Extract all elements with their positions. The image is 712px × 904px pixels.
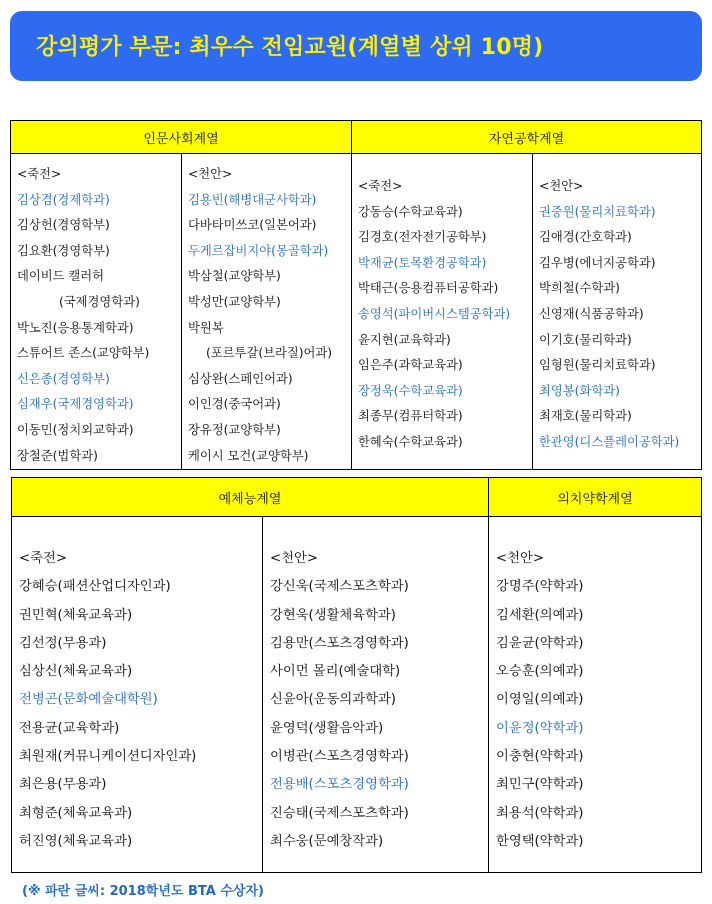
- professor-entry: 스튜어트 존스(교양학부): [17, 346, 150, 361]
- professor-entry: 박재균(토목환경공학과): [358, 255, 487, 270]
- arts-suwon-cell: [12, 517, 263, 873]
- professor-entry: 이인경(중국어과): [188, 397, 281, 412]
- professor-entry: 데이비드 캘러허: [17, 269, 105, 284]
- natural-cheonan-cell: [533, 154, 702, 470]
- header-medical: 의치약학계열: [489, 478, 702, 517]
- table-humanities-natural: [10, 120, 702, 470]
- professor-entry: 김요환(경영학부): [17, 243, 110, 258]
- professor-entry: 임은주(과학교육과): [358, 358, 463, 373]
- header-humanities: 인문사회계열: [11, 121, 352, 154]
- humanities-cheonan-list: [182, 154, 351, 469]
- professor-entry: 임형원(물리치료학과): [539, 358, 656, 373]
- professor-entry: 김경호(전자전기공학부): [358, 230, 487, 245]
- professor-entry: 김상겸(경제학과): [17, 192, 110, 207]
- professor-entry: 신윤아(운동의과학과): [270, 692, 396, 708]
- professor-entry: 케이시 모건(교양학부): [188, 448, 309, 463]
- professor-entry: 최형준(체육교육과): [19, 805, 133, 821]
- arts-suwon-list: [12, 517, 262, 856]
- professor-entry: 박태근(응용컴퓨터공학과): [358, 281, 499, 296]
- medical-cheonan-cell: [489, 517, 702, 873]
- arts-cheonan-cell: [263, 517, 489, 873]
- professor-entry: 김윤균(약학과): [496, 635, 584, 651]
- professor-entry: 오승훈(의예과): [496, 664, 584, 680]
- professor-entry: 박삼철(교양학부): [188, 269, 281, 284]
- professor-entry: 심재우(국제경영학과): [17, 397, 134, 412]
- professor-entry: 다바타미쓰코(일본어과): [188, 218, 317, 233]
- professor-entry: 강동승(수학교육과): [358, 204, 463, 219]
- professor-entry: 김선정(무용과): [19, 635, 107, 651]
- professor-entry: 강신욱(국제스포츠학과): [270, 579, 409, 595]
- title-banner: [10, 11, 702, 81]
- professor-entry: 진승태(국제스포츠학과): [270, 805, 409, 821]
- natural-cheonan-list: [533, 154, 701, 456]
- professor-entry: 이충현(약학과): [496, 749, 584, 765]
- professor-entry: 장유정(교양학부): [188, 422, 281, 437]
- professor-entry: 김애경(간호학과): [539, 230, 632, 245]
- professor-entry: 권중원(물리치료학과): [539, 204, 656, 219]
- professor-entry: 강명주(약학과): [496, 579, 584, 595]
- professor-entry: 김용빈(해병대군사학과): [188, 192, 317, 207]
- professor-entry: 심상완(스페인어과): [188, 371, 293, 386]
- campus-label: <죽전>: [17, 167, 62, 181]
- professor-entry: 한영택(약학과): [496, 833, 584, 849]
- footnote-legend: (※ 파란 글씨: 2018학년도 BTA 수상자): [22, 884, 264, 899]
- professor-entry: 최종무(컴퓨터학과): [358, 409, 463, 424]
- professor-entry: 최재호(물리학과): [539, 409, 632, 424]
- professor-entry: 김용만(스포츠경영학과): [270, 635, 409, 651]
- professor-entry: 두게르잡비지야(몽골학과): [188, 243, 329, 258]
- professor-entry: 윤영덕(생활음악과): [270, 720, 384, 736]
- humanities-cheonan-cell: [182, 154, 352, 470]
- humanities-suwon-list: [11, 154, 181, 469]
- professor-entry: 장철준(법학과): [17, 448, 98, 463]
- professor-entry: 전병곤(문화예술대학원): [19, 692, 158, 708]
- professor-entry: 한관영(디스플레이공학과): [539, 434, 680, 449]
- professor-entry: 이동민(정치외교학과): [17, 422, 134, 437]
- professor-entry: 최원재(커뮤니케이션디자인과): [19, 749, 197, 765]
- header-arts: 예체능계열: [12, 478, 489, 517]
- professor-entry: (국제경영학과): [59, 294, 140, 309]
- professor-entry: 한혜숙(수학교육과): [358, 434, 463, 449]
- professor-entry: 최영봉(화학과): [539, 383, 620, 398]
- page-title: 강의평가 부문: 최우수 전임교원(계열별 상위 10명): [36, 35, 544, 60]
- table-arts-medical: [11, 477, 702, 873]
- professor-entry: 사이먼 몰리(예술대학): [270, 664, 401, 680]
- professor-entry: 전용균(교육학과): [19, 720, 120, 736]
- professor-entry: 윤지현(교육학과): [358, 332, 451, 347]
- natural-suwon-cell: [352, 154, 533, 470]
- professor-entry: 최용석(약학과): [496, 805, 584, 821]
- campus-label: <죽전>: [19, 551, 67, 566]
- professor-entry: 최수웅(문예창작과): [270, 833, 384, 849]
- professor-entry: 이영일(의예과): [496, 692, 584, 708]
- professor-entry: 최민구(약학과): [496, 777, 584, 793]
- professor-entry: 박희철(수학과): [539, 281, 620, 296]
- professor-entry: 전용배(스포츠경영학과): [270, 777, 409, 793]
- professor-entry: 박원복: [188, 320, 224, 335]
- medical-cheonan-list: [489, 517, 701, 856]
- professor-entry: 김상헌(경영학부): [17, 218, 110, 233]
- professor-entry: 이병관(스포츠경영학과): [270, 749, 409, 765]
- professor-entry: 강혜승(패션산업디자인과): [19, 579, 171, 595]
- professor-entry: 신영재(식품공학과): [539, 306, 644, 321]
- campus-label: <천안>: [188, 167, 233, 181]
- professor-entry: 이윤정(약학과): [496, 720, 584, 736]
- campus-label: <천안>: [539, 179, 584, 193]
- professor-entry: 강현욱(생활체육학과): [270, 607, 396, 623]
- professor-entry: (포르투갈(브라질)어과): [206, 346, 333, 361]
- humanities-suwon-cell: [11, 154, 182, 470]
- professor-entry: 김세환(의예과): [496, 607, 584, 623]
- arts-cheonan-list: [263, 517, 488, 856]
- professor-entry: 장정욱(수학교육과): [358, 383, 463, 398]
- professor-entry: 심상신(체육교육과): [19, 664, 133, 680]
- professor-entry: 이기호(물리학과): [539, 332, 632, 347]
- professor-entry: 송영석(파이버시스템공학과): [358, 306, 511, 321]
- campus-label: <천안>: [270, 551, 318, 566]
- professor-entry: 김우병(에너지공학과): [539, 255, 656, 270]
- campus-label: <천안>: [496, 551, 544, 566]
- professor-entry: 박노진(응용통계학과): [17, 320, 134, 335]
- professor-entry: 허진영(체육교육과): [19, 833, 133, 849]
- natural-suwon-list: [352, 154, 532, 456]
- professor-entry: 최은용(무용과): [19, 777, 107, 793]
- professor-entry: 권민혁(체육교육과): [19, 607, 133, 623]
- professor-entry: 박성만(교양학부): [188, 294, 281, 309]
- campus-label: <죽전>: [358, 179, 403, 193]
- professor-entry: 신은종(경영학부): [17, 371, 110, 386]
- header-natural: 자연공학계열: [352, 121, 702, 154]
